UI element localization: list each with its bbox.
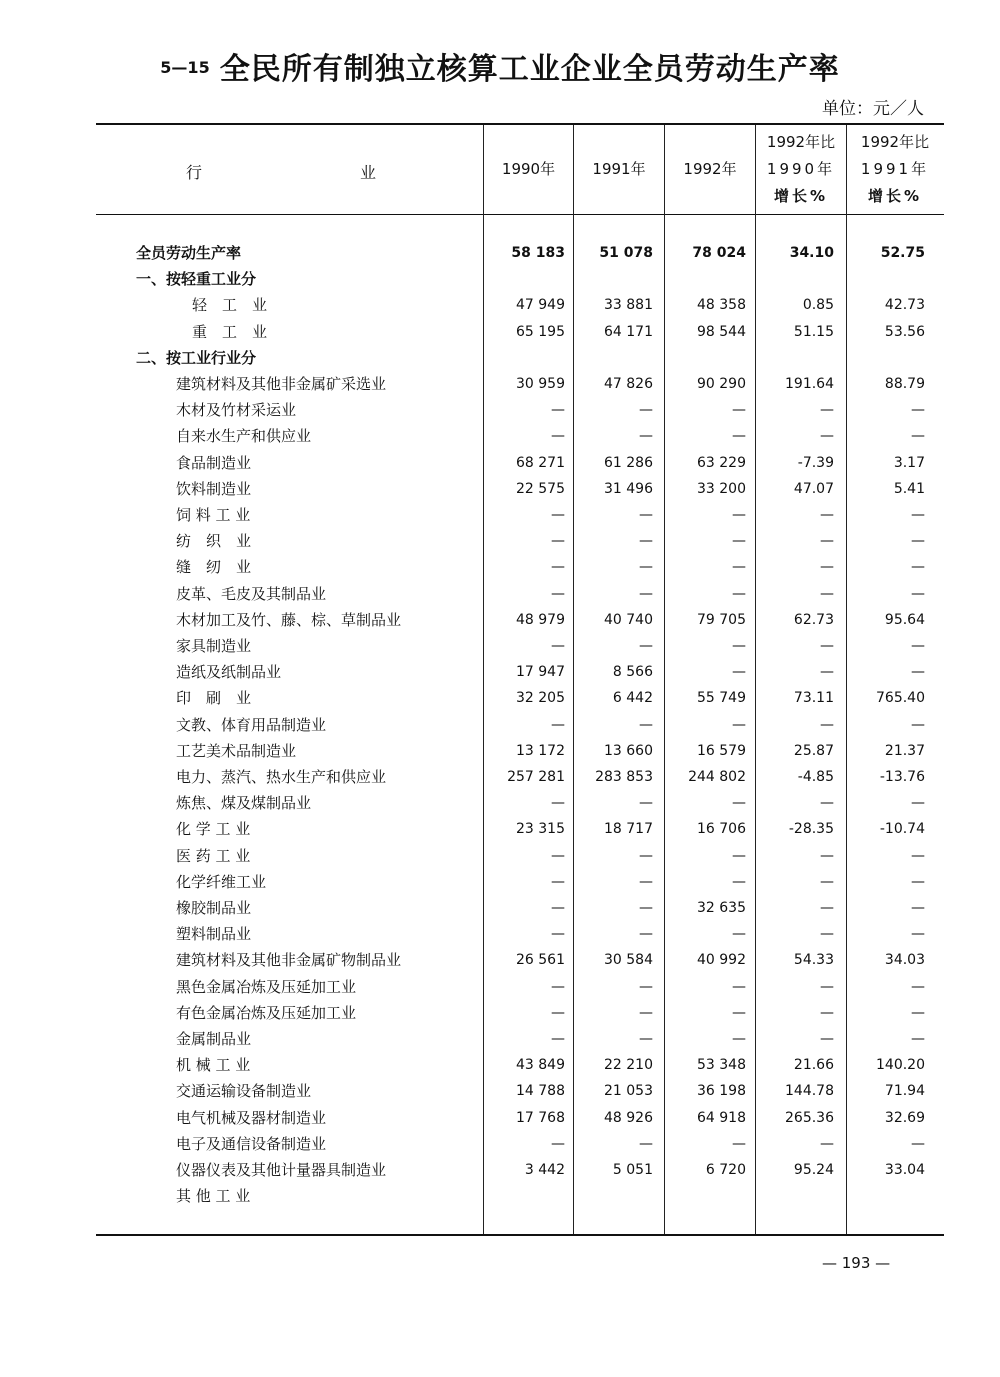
- cell-value: 51 078: [599, 245, 653, 261]
- cell-value: 63 229: [697, 454, 746, 471]
- cell-value: —: [911, 507, 925, 523]
- table-row: [96, 554, 944, 580]
- cell-value: 64 171: [604, 323, 653, 340]
- cell-value: —: [820, 978, 834, 995]
- cell-value: —: [639, 559, 653, 576]
- cell-value: 64 918: [697, 1109, 746, 1126]
- cell-value: —: [911, 533, 925, 550]
- bottom-rule: [96, 1234, 944, 1236]
- cell-value: 65 195: [516, 323, 565, 340]
- table-row: [96, 712, 944, 738]
- row-label: 食品制造业: [176, 453, 252, 472]
- row-label: 轻 工 业: [192, 296, 268, 315]
- cell-value: 144.78: [785, 1083, 834, 1100]
- cell-value: 13 172: [516, 742, 565, 759]
- row-label: 全员劳动生产率: [136, 244, 242, 262]
- cell-value: 98 544: [697, 323, 746, 340]
- cell-value: —: [732, 926, 746, 943]
- cell-value: —: [551, 926, 565, 943]
- cell-value: —: [820, 664, 834, 681]
- cell-value: 53.56: [884, 323, 925, 340]
- row-label: 缝 纫 业: [176, 558, 252, 577]
- cell-value: —: [820, 559, 834, 576]
- table-row: [96, 397, 944, 423]
- cell-value: —: [551, 585, 565, 602]
- cell-value: —: [911, 795, 925, 812]
- table-row: [96, 502, 944, 528]
- cell-value: 5 051: [612, 1162, 653, 1178]
- row-label: 交通运输设备制造业: [176, 1082, 312, 1101]
- cell-value: —: [551, 716, 565, 733]
- row-label: 电子及通信设备制造业: [176, 1134, 327, 1153]
- header-growth-line: 1992年比: [860, 133, 930, 151]
- cell-value: —: [732, 1004, 746, 1021]
- cell-value: 31 496: [604, 480, 653, 497]
- header-1992: 1992年: [683, 160, 737, 178]
- cell-value: —: [639, 795, 653, 812]
- cell-value: -13.76: [879, 769, 925, 785]
- cell-value: —: [639, 585, 653, 602]
- row-label: 炼焦、煤及煤制品业: [176, 794, 312, 813]
- header-growth-line: 增长%: [773, 187, 829, 205]
- cell-value: 0.85: [802, 297, 834, 314]
- cell-value: 95.64: [884, 611, 925, 628]
- cell-value: 30 959: [516, 376, 565, 392]
- row-label: 造纸及纸制品业: [176, 663, 282, 682]
- cell-value: 36 198: [697, 1083, 746, 1100]
- row-label: 建筑材料及其他非金属矿物制品业: [176, 951, 402, 970]
- header-industry-char: 业: [359, 163, 376, 182]
- cell-value: 191.64: [785, 376, 834, 392]
- cell-value: 16 706: [697, 821, 746, 838]
- table-row: [96, 581, 944, 607]
- cell-value: 244 802: [688, 769, 746, 785]
- table-row: [96, 319, 944, 345]
- cell-value: 8 566: [612, 664, 653, 681]
- cell-value: -28.35: [788, 821, 834, 838]
- cell-value: 78 024: [692, 245, 746, 261]
- cell-value: —: [639, 507, 653, 523]
- cell-value: —: [911, 585, 925, 602]
- cell-value: 32.69: [884, 1109, 925, 1126]
- cell-value: —: [911, 873, 925, 890]
- row-label: 医 药 工 业: [176, 846, 251, 865]
- cell-value: 51.15: [793, 323, 834, 340]
- cell-value: 48 358: [697, 297, 746, 314]
- cell-value: 265.36: [785, 1109, 834, 1126]
- cell-value: —: [732, 716, 746, 733]
- row-label: 化学纤维工业: [176, 872, 267, 891]
- row-label: 纺 织 业: [176, 532, 252, 551]
- cell-value: —: [732, 507, 746, 523]
- row-label: 建筑材料及其他非金属矿采选业: [176, 375, 387, 393]
- row-label: 木材加工及竹、藤、棕、草制品业: [176, 610, 402, 629]
- cell-value: —: [639, 1135, 653, 1152]
- cell-value: —: [732, 847, 746, 864]
- cell-value: 43 849: [516, 1057, 565, 1074]
- table-row: [96, 633, 944, 659]
- cell-value: 3.17: [893, 454, 925, 471]
- cell-value: —: [820, 847, 834, 864]
- cell-value: 47.07: [793, 480, 834, 497]
- cell-value: 32 635: [697, 900, 746, 916]
- header-growth-line: 1990年: [766, 160, 836, 178]
- row-label: 其 他 工 业: [176, 1187, 251, 1206]
- cell-value: —: [732, 402, 746, 419]
- cell-value: —: [639, 402, 653, 419]
- cell-value: —: [639, 978, 653, 995]
- table-row: [96, 292, 944, 318]
- cell-value: —: [551, 978, 565, 995]
- cell-value: 25.87: [793, 742, 834, 759]
- cell-value: —: [911, 402, 925, 419]
- cell-value: —: [639, 1031, 653, 1047]
- cell-value: —: [820, 402, 834, 419]
- row-label: 重 工 业: [192, 322, 268, 341]
- cell-value: 53 348: [697, 1057, 746, 1074]
- cell-value: 6 720: [705, 1162, 746, 1178]
- cell-value: —: [639, 900, 653, 916]
- cell-value: 6 442: [612, 690, 653, 707]
- row-label: 金属制品业: [176, 1030, 252, 1048]
- cell-value: —: [551, 638, 565, 654]
- table-row: [96, 738, 944, 764]
- cell-value: —: [639, 1004, 653, 1021]
- table-row: [96, 659, 944, 685]
- cell-value: —: [639, 926, 653, 943]
- cell-value: 21.66: [793, 1057, 834, 1074]
- header-growth-line: 增长%: [867, 187, 923, 205]
- header-industry-char: 行: [186, 163, 203, 182]
- table-row: [96, 450, 944, 476]
- cell-value: 54.33: [793, 952, 834, 969]
- cell-value: 52.75: [880, 245, 925, 261]
- header-growth-vs-1991: [847, 129, 943, 210]
- cell-value: —: [820, 638, 834, 654]
- row-label: 橡胶制品业: [176, 899, 252, 917]
- cell-value: —: [911, 1031, 925, 1047]
- cell-value: 3 442: [524, 1162, 565, 1178]
- cell-value: —: [732, 664, 746, 681]
- cell-value: 88.79: [884, 376, 925, 392]
- row-label: 皮革、毛皮及其制品业: [176, 584, 327, 603]
- table-row: [96, 1052, 944, 1078]
- cell-value: —: [820, 926, 834, 943]
- cell-value: 33 881: [604, 297, 653, 314]
- cell-value: —: [639, 847, 653, 864]
- cell-value: 283 853: [595, 769, 653, 785]
- cell-value: 16 579: [697, 742, 746, 759]
- cell-value: —: [911, 926, 925, 943]
- cell-value: 40 992: [697, 952, 746, 969]
- table-row: [96, 423, 944, 449]
- table-row: [96, 685, 944, 711]
- cell-value: —: [551, 428, 565, 445]
- header-growth-vs-1990: [756, 129, 846, 210]
- cell-value: —: [911, 638, 925, 654]
- cell-value: —: [551, 402, 565, 419]
- cell-value: 58 183: [511, 245, 565, 261]
- cell-value: —: [551, 533, 565, 550]
- table-row: [96, 1183, 944, 1209]
- cell-value: 17 768: [516, 1109, 565, 1126]
- cell-value: —: [820, 585, 834, 602]
- cell-value: -4.85: [797, 769, 834, 785]
- cell-value: —: [820, 873, 834, 890]
- cell-value: 33 200: [697, 480, 746, 497]
- cell-value: 71.94: [884, 1083, 925, 1100]
- cell-value: 17 947: [516, 664, 565, 681]
- table-row: [96, 607, 944, 633]
- cell-value: 22 575: [516, 480, 565, 497]
- cell-value: 40 740: [604, 611, 653, 628]
- cell-value: 62.73: [793, 611, 834, 628]
- cell-value: 42.73: [884, 297, 925, 314]
- cell-value: 34.03: [884, 952, 925, 969]
- cell-value: —: [551, 1135, 565, 1152]
- table-row: [96, 1105, 944, 1131]
- cell-value: 73.11: [793, 690, 834, 707]
- header-industry: [186, 160, 376, 183]
- table-number: 5—15: [160, 58, 210, 77]
- table-title: [0, 44, 1000, 88]
- cell-value: —: [551, 1031, 565, 1047]
- cell-value: —: [911, 900, 925, 916]
- header-1991: 1991年: [592, 160, 646, 178]
- cell-value: -10.74: [879, 821, 925, 838]
- header-growth-line: 1992年比: [766, 133, 836, 151]
- table-row: [96, 921, 944, 947]
- table-row: [96, 1026, 944, 1052]
- table-row: [96, 790, 944, 816]
- header-1990: 1990年: [501, 160, 556, 178]
- cell-value: —: [732, 559, 746, 576]
- cell-value: —: [820, 1135, 834, 1152]
- cell-value: —: [820, 507, 834, 523]
- cell-value: —: [911, 559, 925, 576]
- cell-value: —: [820, 795, 834, 812]
- cell-value: 47 826: [604, 376, 653, 392]
- cell-value: 95.24: [793, 1162, 834, 1178]
- title-text: 全民所有制独立核算工业企业全员劳动生产率: [219, 52, 840, 87]
- header-rule: [96, 214, 944, 215]
- row-label: 家具制造业: [176, 637, 252, 655]
- cell-value: 23 315: [516, 821, 565, 838]
- table-row: [96, 947, 944, 973]
- row-label: 电气机械及器材制造业: [176, 1108, 327, 1127]
- cell-value: —: [820, 1004, 834, 1021]
- table-row: [96, 476, 944, 502]
- cell-value: —: [911, 664, 925, 681]
- row-label: 有色金属冶炼及压延加工业: [176, 1003, 357, 1022]
- table-row: [96, 895, 944, 921]
- table-row: [96, 345, 944, 371]
- cell-value: 79 705: [697, 611, 746, 628]
- row-label: 塑料制品业: [176, 925, 252, 944]
- cell-value: —: [820, 533, 834, 550]
- cell-value: -7.39: [797, 454, 834, 471]
- cell-value: —: [911, 1004, 925, 1021]
- cell-value: 61 286: [604, 454, 653, 471]
- row-label: 文教、体育用品制造业: [176, 715, 327, 734]
- table-row: [96, 1157, 944, 1183]
- cell-value: —: [639, 873, 653, 890]
- cell-value: —: [551, 507, 565, 523]
- cell-value: 33.04: [884, 1162, 925, 1178]
- cell-value: 140.20: [876, 1057, 925, 1074]
- table-row: [96, 528, 944, 554]
- table-row: [96, 816, 944, 842]
- cell-value: —: [732, 585, 746, 602]
- table-row: [96, 843, 944, 869]
- page-number: — 193 —: [822, 1254, 891, 1272]
- cell-value: —: [911, 1135, 925, 1152]
- cell-value: —: [820, 428, 834, 445]
- cell-value: —: [551, 900, 565, 916]
- row-label: 二、按工业行业分: [136, 348, 257, 367]
- row-label: 饲 料 工 业: [176, 506, 251, 524]
- cell-value: —: [911, 978, 925, 995]
- cell-value: 26 561: [516, 952, 565, 969]
- cell-value: 22 210: [604, 1057, 653, 1074]
- cell-value: 13 660: [604, 742, 653, 759]
- cell-value: —: [732, 978, 746, 995]
- table-row: [96, 240, 944, 266]
- row-label: 仪器仪表及其他计量器具制造业: [176, 1161, 387, 1179]
- cell-value: 48 926: [604, 1109, 653, 1126]
- cell-value: —: [639, 428, 653, 445]
- cell-value: —: [639, 638, 653, 654]
- cell-value: 5.41: [893, 480, 925, 497]
- cell-value: —: [551, 873, 565, 890]
- cell-value: 21 053: [604, 1083, 653, 1100]
- cell-value: 14 788: [516, 1083, 565, 1100]
- header-growth-line: 1991年: [860, 160, 930, 178]
- top-rule: [96, 123, 944, 125]
- cell-value: —: [820, 716, 834, 733]
- cell-value: —: [639, 716, 653, 733]
- row-label: 黑色金属冶炼及压延加工业: [176, 977, 357, 996]
- cell-value: —: [732, 428, 746, 445]
- cell-value: 47 949: [516, 297, 565, 314]
- cell-value: —: [551, 1004, 565, 1021]
- cell-value: 32 205: [516, 690, 565, 707]
- cell-value: 30 584: [604, 952, 653, 969]
- row-label: 自来水生产和供应业: [176, 427, 312, 446]
- cell-value: —: [911, 847, 925, 864]
- cell-value: —: [639, 533, 653, 550]
- table-row: [96, 1078, 944, 1104]
- table-row: [96, 764, 944, 790]
- cell-value: —: [551, 795, 565, 812]
- row-label: 工艺美术品制造业: [176, 741, 297, 760]
- cell-value: 55 749: [697, 690, 746, 707]
- cell-value: 257 281: [507, 769, 565, 785]
- cell-value: —: [732, 1135, 746, 1152]
- cell-value: 21.37: [884, 742, 925, 759]
- cell-value: —: [732, 795, 746, 812]
- row-label: 饮料制造业: [176, 479, 252, 498]
- table-row: [96, 266, 944, 292]
- cell-value: 765.40: [876, 690, 925, 707]
- row-label: 化 学 工 业: [176, 820, 251, 839]
- table-row: [96, 974, 944, 1000]
- cell-value: 90 290: [697, 376, 746, 392]
- cell-value: —: [551, 847, 565, 864]
- cell-value: —: [911, 716, 925, 733]
- row-label: 机 械 工 业: [176, 1056, 251, 1075]
- cell-value: 48 979: [516, 611, 565, 628]
- cell-value: —: [820, 900, 834, 916]
- cell-value: —: [732, 873, 746, 890]
- cell-value: —: [732, 533, 746, 550]
- table-row: [96, 1000, 944, 1026]
- cell-value: —: [732, 1031, 746, 1047]
- cell-value: —: [911, 428, 925, 445]
- cell-value: —: [820, 1031, 834, 1047]
- table-row: [96, 869, 944, 895]
- row-label: 一、按轻重工业分: [136, 270, 257, 289]
- table-row: [96, 1131, 944, 1157]
- table-row: [96, 371, 944, 397]
- cell-value: 68 271: [516, 454, 565, 471]
- cell-value: 18 717: [604, 821, 653, 838]
- row-label: 木材及竹材采运业: [176, 401, 297, 420]
- row-label: 电力、蒸汽、热水生产和供应业: [176, 768, 387, 786]
- row-label: 印 刷 业: [176, 689, 252, 708]
- cell-value: 34.10: [789, 245, 834, 261]
- unit-label: 单位：元／人: [822, 99, 924, 119]
- cell-value: —: [551, 559, 565, 576]
- cell-value: —: [732, 638, 746, 654]
